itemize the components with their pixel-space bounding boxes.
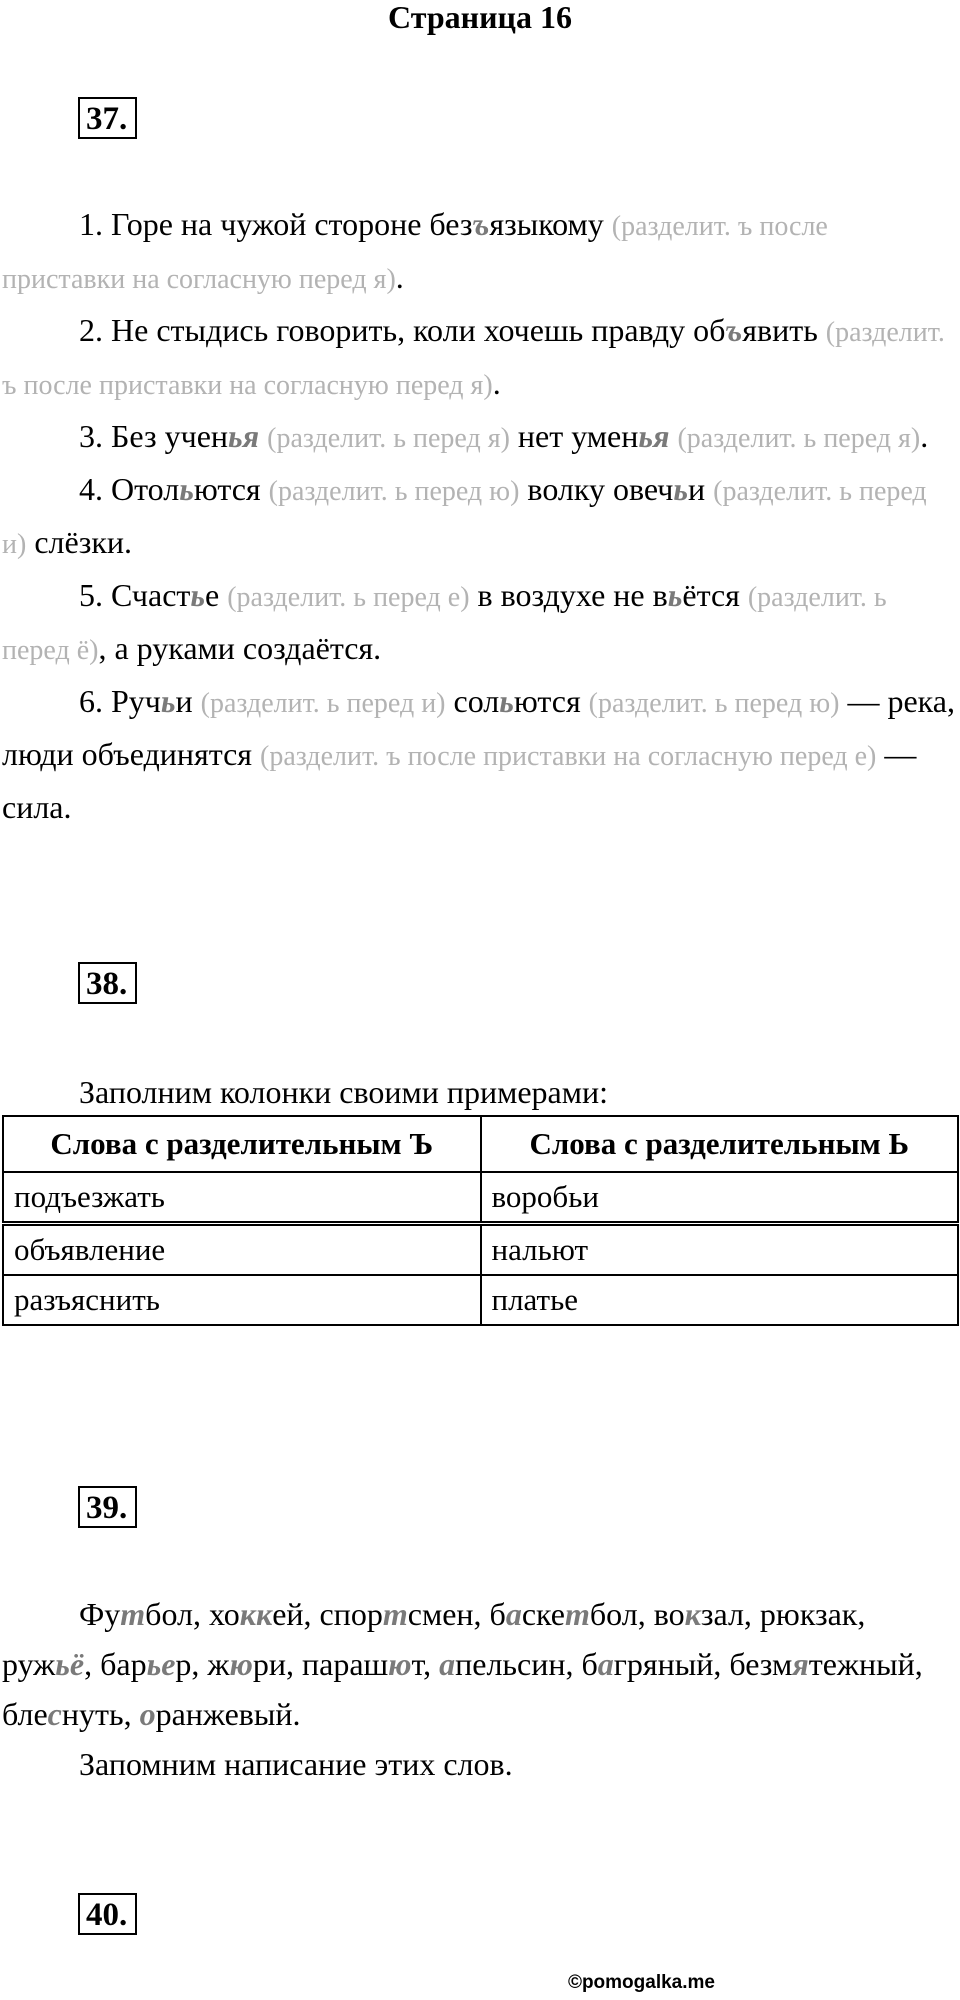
text-run: 1. Горе на чужой стороне без bbox=[79, 206, 473, 242]
table-cell: подъезжать bbox=[3, 1172, 481, 1224]
text-run: бол, во bbox=[589, 1596, 685, 1632]
rule-hint: (разделит. ь перед и) bbox=[200, 688, 446, 719]
highlighted-letters: ья bbox=[638, 418, 670, 454]
rule-hint: (разделит. ъ после приставки на согласную перед я) bbox=[2, 317, 945, 401]
text-run: 2. Не стыдись говорить, коли хочешь правду об bbox=[79, 312, 726, 348]
rule-hint: (разделит. ь перед я) bbox=[267, 423, 510, 454]
highlighted-letters: ь bbox=[190, 577, 206, 613]
text-run: бол, хо bbox=[145, 1596, 240, 1632]
words-table bbox=[2, 1115, 959, 1326]
exercise-number-text: 39 bbox=[86, 1490, 119, 1526]
highlighted-letters: ь bbox=[179, 471, 194, 507]
highlighted-letters: а bbox=[439, 1646, 456, 1682]
exercise-37-text bbox=[2, 199, 957, 832]
highlighted-letters: о bbox=[139, 1696, 156, 1732]
highlighted-letters: ьё bbox=[55, 1646, 85, 1682]
proverb-item bbox=[2, 305, 957, 411]
text-run: явить bbox=[742, 312, 826, 348]
highlighted-letters: ь bbox=[673, 471, 688, 507]
column-header-hard-sign: Слова с разделительным Ъ bbox=[3, 1116, 481, 1172]
proverb-item bbox=[2, 570, 957, 676]
rule-hint: (разделит. ъ после приставки на согласную перед е) bbox=[260, 741, 877, 772]
proverb-item bbox=[2, 676, 957, 832]
text-run: гряный, безм bbox=[613, 1646, 793, 1682]
text-run: — сила. bbox=[2, 736, 917, 825]
text-run: е bbox=[205, 577, 228, 613]
text-run bbox=[259, 418, 267, 454]
text-run: ются bbox=[513, 683, 589, 719]
proverb-item bbox=[2, 199, 957, 305]
highlighted-letters: т bbox=[382, 1596, 408, 1632]
rule-hint: (разделит. ъ после приставки на согласную перед я) bbox=[2, 211, 828, 295]
highlighted-letters: а bbox=[505, 1596, 522, 1632]
text-run: тежный, бле bbox=[2, 1646, 923, 1732]
highlighted-letters: т bbox=[564, 1596, 590, 1632]
text-run: т, bbox=[411, 1646, 440, 1682]
table-row bbox=[3, 1172, 958, 1224]
highlighted-letters: я bbox=[792, 1646, 809, 1682]
exercise-38-intro: Заполним колонки своими примерами: bbox=[79, 1074, 609, 1110]
text-run: слёзки. bbox=[26, 524, 132, 560]
text-run: ей, спор bbox=[272, 1596, 383, 1632]
rule-hint: (разделит. ь перед ю) bbox=[588, 688, 840, 719]
table-row bbox=[3, 1275, 958, 1325]
text-run: в воздухе не в bbox=[469, 577, 668, 613]
highlighted-letters: к bbox=[684, 1596, 701, 1632]
text-run: ранжевый. bbox=[155, 1696, 301, 1732]
rule-hint: (разделит. ь перед е) bbox=[227, 582, 470, 613]
highlighted-letters: ъ bbox=[472, 206, 490, 242]
proverb-item bbox=[2, 411, 957, 464]
exercise-37-number: 37. bbox=[78, 97, 137, 139]
highlighted-letters: ь bbox=[160, 683, 176, 719]
text-run: языкому bbox=[489, 206, 612, 242]
highlighted-letters: ъ bbox=[725, 312, 743, 348]
text-run: . bbox=[920, 418, 929, 454]
table-cell: воробьи bbox=[481, 1172, 959, 1224]
highlighted-letters: ье bbox=[146, 1646, 176, 1682]
rule-hint: (разделит. ь перед ю) bbox=[268, 476, 520, 507]
text-run: , бар bbox=[84, 1646, 147, 1682]
highlighted-letters: кк bbox=[239, 1596, 273, 1632]
text-run: ются bbox=[193, 471, 269, 507]
text-run: ске bbox=[521, 1596, 565, 1632]
text-run: 3. Без учен bbox=[79, 418, 229, 454]
highlighted-letters: ь bbox=[667, 577, 683, 613]
table-cell: платье bbox=[481, 1275, 959, 1325]
text-run: и bbox=[688, 471, 714, 507]
text-run: зал, рюкзак, руж bbox=[2, 1596, 866, 1682]
text-run: Фу bbox=[79, 1596, 121, 1632]
text-run: . bbox=[492, 365, 501, 401]
exercise-number-text: 40 bbox=[86, 1897, 119, 1933]
footer-copyright: ©pomogalka.me bbox=[567, 1972, 715, 1993]
text-run: — река, люди объединятся bbox=[2, 683, 955, 772]
text-run: смен, б bbox=[407, 1596, 506, 1632]
text-run: . bbox=[395, 259, 404, 295]
text-run: нуть, bbox=[61, 1696, 140, 1732]
rule-hint: (разделит. ь перед я) bbox=[677, 423, 921, 454]
text-run: 6. Руч bbox=[79, 683, 161, 719]
highlighted-letters: с bbox=[47, 1696, 62, 1732]
table-cell: нальют bbox=[481, 1224, 959, 1276]
text-run: ётся bbox=[682, 577, 748, 613]
exercise-number-text: 38 bbox=[86, 966, 119, 1002]
column-header-soft-sign: Слова с разделительным Ь bbox=[481, 1116, 959, 1172]
table-cell: разъяснить bbox=[3, 1275, 481, 1325]
highlighted-letters: т bbox=[120, 1596, 146, 1632]
highlighted-letters: ю bbox=[388, 1646, 412, 1682]
exercise-39-number: 39. bbox=[78, 1486, 137, 1528]
highlighted-letters: ь bbox=[499, 683, 514, 719]
exercise-39-note: Запомним написание этих слов. bbox=[79, 1746, 513, 1782]
text-run: волку овеч bbox=[519, 471, 674, 507]
exercise-number-text: 37 bbox=[86, 101, 119, 137]
text-run: нет умен bbox=[509, 418, 639, 454]
table-row bbox=[3, 1224, 958, 1276]
text-run: и bbox=[175, 683, 201, 719]
text-run: , а руками создаётся. bbox=[98, 630, 382, 666]
rule-hint: (разделит. ь перед ё) bbox=[2, 582, 887, 666]
exercise-40-number: 40. bbox=[78, 1893, 137, 1935]
rule-hint: (разделит. ь перед и) bbox=[2, 476, 927, 560]
text-run: р, ж bbox=[175, 1646, 230, 1682]
exercise-39-words bbox=[2, 1589, 957, 1739]
proverb-item bbox=[2, 464, 957, 570]
text-run: сол bbox=[445, 683, 500, 719]
text-run: 4. Отол bbox=[79, 471, 180, 507]
text-run: пельсин, б bbox=[455, 1646, 598, 1682]
text-run: 5. Счаст bbox=[79, 577, 191, 613]
exercise-38-number: 38. bbox=[78, 962, 137, 1004]
highlighted-letters: ю bbox=[229, 1646, 253, 1682]
text-run: ри, параш bbox=[252, 1646, 389, 1682]
table-cell: объявление bbox=[3, 1224, 481, 1276]
highlighted-letters: а bbox=[597, 1646, 614, 1682]
exercise-39-text bbox=[2, 1589, 957, 1789]
page-title: Страница 16 bbox=[388, 0, 572, 35]
highlighted-letters: ья bbox=[228, 418, 260, 454]
